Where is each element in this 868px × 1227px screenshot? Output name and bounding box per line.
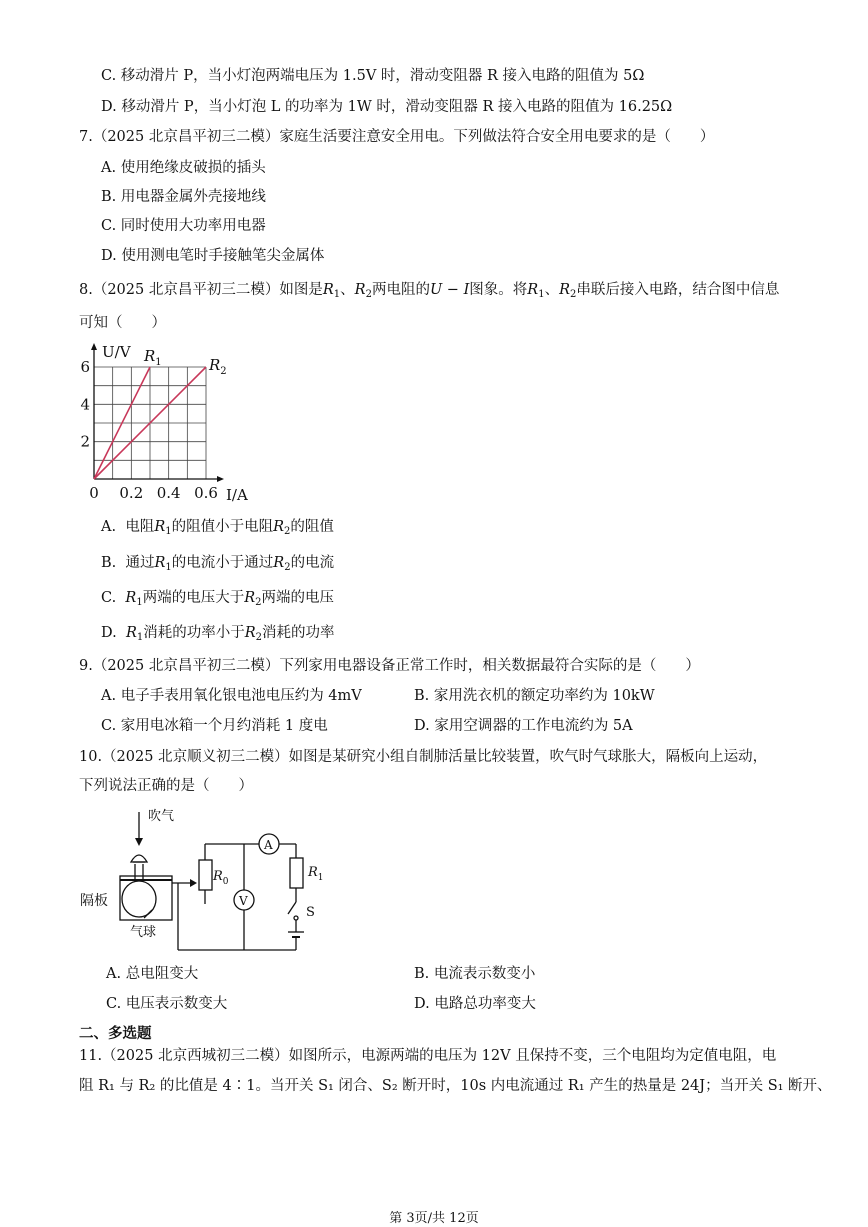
y-tick-label: 4 <box>80 395 90 414</box>
q9-stem: 9.（2025 北京昌平初三二模）下列家用电器设备正常工作时，相关数据最符合实际的是（ ） <box>79 658 700 674</box>
q8-option-a: A. 电阻$R_1$的阻值小于电阻$R_2$的阻值 <box>101 519 334 537</box>
q10-stem: 10.（2025 北京顺义初三二模）如图是某研究小组自制肺活量比较装置，吹气时气球胀大，隔板向上运动， <box>79 749 768 765</box>
q10-option-d: D. 电路总功率变大 <box>414 996 536 1012</box>
lung-capacity-circuit-figure <box>78 804 338 954</box>
q7-option-b: B. 用电器金属外壳接地线 <box>101 189 266 205</box>
plate-label: 隔板 <box>80 893 108 909</box>
q10-option-a: A. 总电阻变大 <box>106 966 199 982</box>
series-label-r1: $R_1$ <box>144 347 162 368</box>
r0-label: $R_0$ <box>213 869 229 887</box>
ammeter-label: A <box>264 838 273 852</box>
section-heading-multiple-choice: 二、多选题 <box>79 1026 152 1042</box>
q9-option-d: D. 家用空调器的工作电流约为 5A <box>414 718 633 734</box>
y-axis-arrow <box>91 343 97 350</box>
x-tick-label: 0.6 <box>194 484 218 502</box>
q9-option-a: A. 电子手表用氧化银电池电压约为 4mV <box>101 688 362 704</box>
page-footer: 第 3页/共 12页 <box>389 1211 479 1226</box>
q8-stem-line2: 可知（ ） <box>79 315 166 331</box>
q8-stem: 8.（2025 北京昌平初三二模）如图是$R_1$、$R_2$两电阻的U − I图象。将$R_1$、$R_2$串联后接入电路，结合图中信息 <box>79 282 780 300</box>
x-tick-label: 0 <box>89 484 99 502</box>
x-tick-label: 0.4 <box>156 484 181 502</box>
blow-label: 吹气 <box>148 809 175 824</box>
q7-option-c: C. 同时使用大功率用电器 <box>101 218 266 234</box>
q10-option-c: C. 电压表示数变大 <box>106 996 228 1012</box>
balloon-label: 气球 <box>130 925 157 940</box>
q11-stem-line2: 阻 R₁ 与 R₂ 的比值是 4∶1。当开关 S₁ 闭合、S₂ 断开时，10s 内电流通过 R₁ 产生的热量是 24J；当开关 S₁ 断开、 <box>79 1078 832 1094</box>
q8-option-d: D. $R_1$消耗的功率小于$R_2$消耗的功率 <box>101 625 335 643</box>
x-axis-label: I/A <box>226 486 248 504</box>
y-tick-label: 6 <box>80 358 90 376</box>
q7-option-d: D. 使用测电笔时手接触笔尖金属体 <box>101 248 325 264</box>
q6-option-d: D. 移动滑片 P，当小灯泡 L 的功率为 1W 时，滑动变阻器 R 接入电路的阻值为 16.25Ω <box>101 99 673 115</box>
q8-option-b: B. 通过$R_1$的电流小于通过$R_2$的电流 <box>101 555 335 573</box>
r1-label: $R_1$ <box>308 865 324 883</box>
y-axis-label: U/V <box>102 343 131 361</box>
q11-stem-line1: 11.（2025 北京西城初三二模）如图所示，电源两端的电压为 12V 且保持不变，三个电阻均为定值电阻，电 <box>79 1048 777 1064</box>
q7-stem: 7.（2025 北京昌平初三二模）家庭生活要注意安全用电。下列做法符合安全用电要求的是（ ） <box>79 129 715 145</box>
y-tick-label: 2 <box>80 432 90 451</box>
u-i-chart <box>80 336 254 506</box>
voltmeter-label: V <box>239 894 248 908</box>
series-label-r2: $R_2$ <box>209 356 227 377</box>
q9-option-c: C. 家用电冰箱一个月约消耗 1 度电 <box>101 718 328 734</box>
q9-option-b: B. 家用洗衣机的额定功率约为 10kW <box>414 688 655 704</box>
q6-option-c: C. 移动滑片 P，当小灯泡两端电压为 1.5V 时，滑动变阻器 R 接入电路的阻值为 5Ω <box>101 68 645 84</box>
q10-option-b: B. 电流表示数变小 <box>414 966 536 982</box>
x-tick-label: 0.2 <box>119 484 144 502</box>
switch-label: S <box>306 905 315 920</box>
q7-option-a: A. 使用绝缘皮破损的插头 <box>101 160 266 176</box>
q10-stem-line2: 下列说法正确的是（ ） <box>79 778 253 794</box>
x-axis-arrow <box>217 476 224 482</box>
q8-option-c: C. $R_1$两端的电压大于$R_2$两端的电压 <box>101 590 334 608</box>
